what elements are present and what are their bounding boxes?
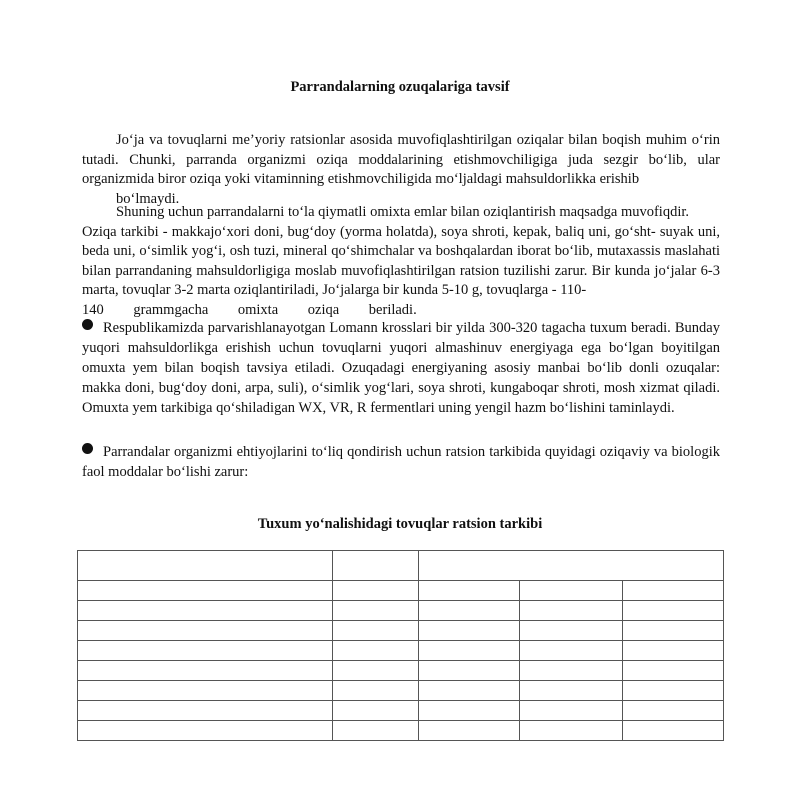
bullet-paragraph-1	[82, 318, 720, 418]
paragraph-1-end: bo‘lmaydi.	[116, 190, 180, 207]
bullet-icon	[82, 443, 93, 454]
document-title: Parrandalarning ozuqalariga tavsif	[290, 79, 510, 95]
paragraph-2	[82, 203, 720, 320]
bullet-paragraph-2	[82, 442, 720, 482]
paragraph-1-body: Jo‘ja va tovuqlarni me’yoriy ratsionlar asosida muvofiqlashtirilgan oziqalar bilan boqish muhim o‘rin tutadi. Chunki, parranda organizmi oziqa moddalarining etishmovchiligiga juda sezgir bo‘lib, ular organizmida biror oziqa yoki vitaminning etishmovchiligida mo‘ljaldagi mahsuldorlikka erishib	[82, 132, 720, 187]
paragraph-2-body: Oziqa tarkibi - makkajo‘xori doni, bug‘doy (yorma holatda), soya shroti, kepak, baliq uni, go‘sht- suyak uni, beda uni, o‘simlik yog‘i, osh tuzi, mineral qo‘shimchalar va boshqalardan iborat bo‘lib, mutaxassis maslahati bilan parrandaning mahsuldorligiga moslab muvofiqlashtirilgan ratsion tuzilishi zarur. Bir kunda jo‘jalar 6-3 marta, tovuqlar 3-2 marta oziqlantiriladi, Jo‘jalarga bir kunda 5-10 g, tovuqlarga - 110-	[82, 223, 720, 298]
table-grid	[77, 550, 724, 741]
bullet-icon	[82, 319, 93, 330]
bullet-paragraph-2-text: Parrandalar organizmi ehtiyojlarini to‘liq qondirish uchun ratsion tarkibida quyidagi oziqaviy va biologik faol moddalar bo‘lishi zarur:	[82, 444, 720, 480]
paragraph-2-first-line: Shuning uchun parrandalarni to‘la qiymatli omixta emlar bilan oziqlantirish maqsadga muvofiqdir.	[116, 204, 690, 220]
paragraph-1	[82, 131, 720, 209]
ration-table	[77, 550, 724, 741]
table-title: Tuxum yo‘nalishidagi tovuqlar ratsion tarkibi	[257, 516, 543, 532]
paragraph-2-end: 140 grammgacha omixta oziqa beriladi.	[82, 301, 417, 318]
bullet-paragraph-1-text: Respublikamizda parvarishlanayotgan Lomann krosslari bir yilda 300-320 tagacha tuxum beradi. Bunday yuqori mahsuldorlikga erishish uchun tovuqlarni yuqori almashinuv energiyaga ega bo‘lgan boyitilgan omuxta yem bilan boqish tavsiya etiladi. Ozuqadagi energiyaning asosiy manbai bo‘lib donli ozuqalar: makka doni, bug‘doy doni, arpa, suli), o‘simlik yog‘lari, soya shroti, kungaboqar shroti, mosh xizmat qiladi. Omuxta yem tarkibiga qo‘shiladigan WX, VR, R fermentlari uning yengil hazm bo‘lishini taminlaydi.	[82, 320, 720, 416]
